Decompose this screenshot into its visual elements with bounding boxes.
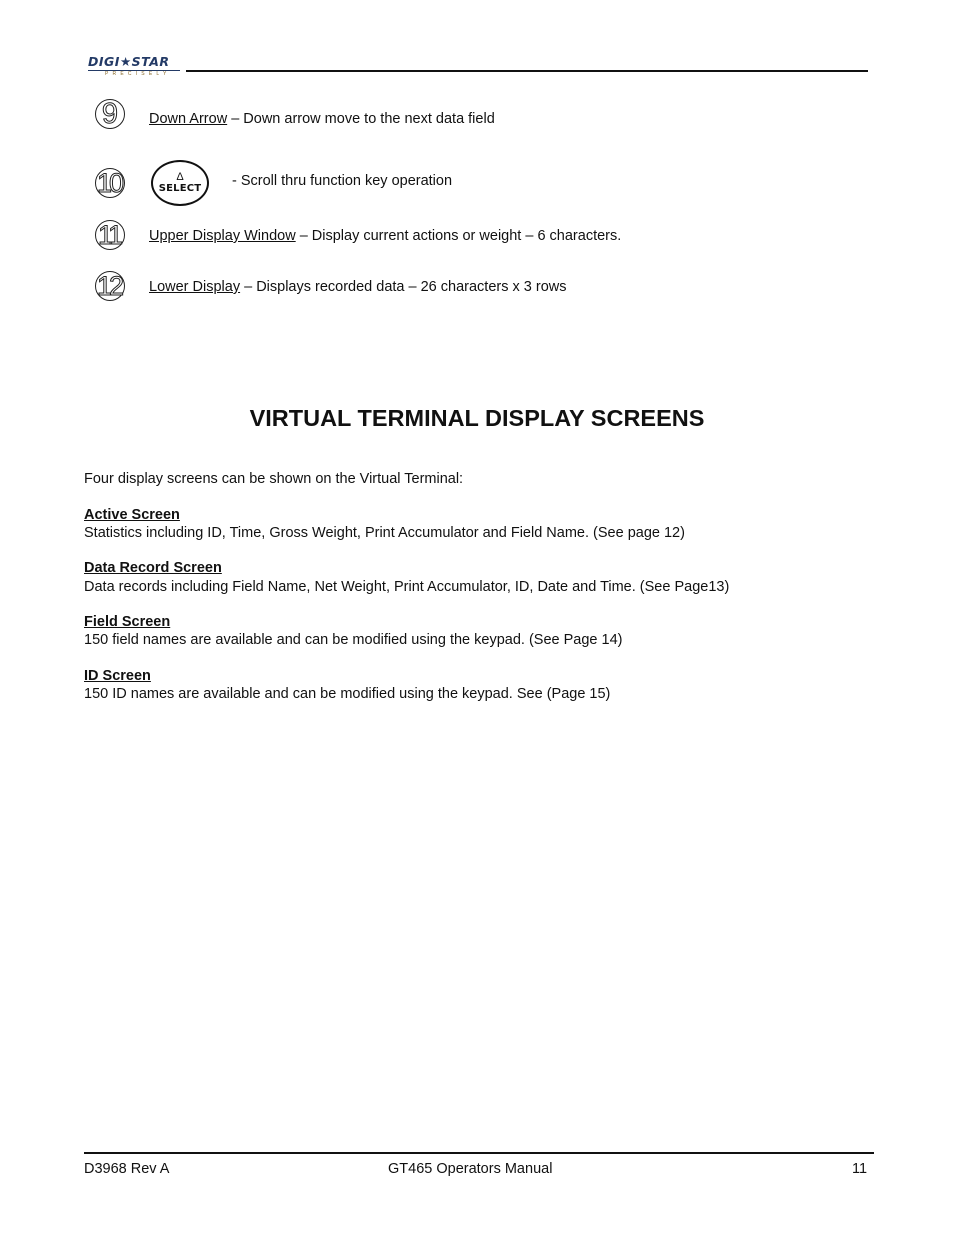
item-9-term: Down Arrow	[149, 111, 228, 127]
footer-rule	[84, 1152, 874, 1154]
up-triangle-icon: Δ	[176, 171, 184, 183]
item-number-11: 11	[95, 220, 125, 250]
item-12-description: – Displays recorded data – 26 characters x 3 rows	[240, 279, 567, 295]
section-intro: Four display screens can be shown on the Virtual Terminal:	[84, 471, 464, 487]
item-11-description: – Display current actions or weight – 6 characters.	[295, 228, 622, 244]
page-number: 11	[852, 1161, 868, 1177]
select-key-icon	[151, 160, 209, 206]
active-screen-heading: Active Screen	[84, 507, 180, 523]
footer-document-number: D3968 Rev A	[84, 1161, 170, 1177]
id-screen-text: 150 ID names are available and can be modified using the keypad. See (Page 15)	[84, 686, 611, 702]
digistar-logo	[88, 55, 184, 81]
item-10-description: - Scroll thru function key operation	[232, 173, 453, 189]
field-screen-heading: Field Screen	[84, 614, 171, 630]
item-number-10: 10	[95, 168, 125, 198]
logo-wordmark: DIGI★STAR	[88, 54, 170, 69]
footer-manual-title: GT465 Operators Manual	[388, 1161, 553, 1177]
item-11-term: Upper Display Window	[149, 228, 296, 244]
active-screen-text: Statistics including ID, Time, Gross Weight, Print Accumulator and Field Name. (See page 12)	[84, 525, 685, 541]
logo-tagline: PRECISELY	[105, 71, 171, 77]
select-key-label: SELECT	[158, 183, 202, 194]
item-9-text	[149, 110, 495, 128]
item-12-term: Lower Display	[149, 279, 241, 295]
item-number-12: 12	[95, 271, 125, 301]
section-title: VIRTUAL TERMINAL DISPLAY SCREENS	[249, 405, 705, 431]
item-9-description: – Down arrow move to the next data field	[227, 111, 495, 127]
field-screen-text: 150 field names are available and can be modified using the keypad. (See Page 14)	[84, 632, 623, 648]
item-12-text	[149, 278, 566, 296]
id-screen-heading: ID Screen	[84, 668, 151, 684]
item-11-text	[149, 227, 621, 245]
data-record-screen-heading: Data Record Screen	[84, 560, 222, 576]
data-record-screen-text: Data records including Field Name, Net Weight, Print Accumulator, ID, Date and Time. (See Page13)	[84, 579, 730, 595]
header-rule	[186, 70, 868, 72]
logo-underline	[88, 70, 180, 71]
item-number-9: 9	[95, 99, 125, 129]
